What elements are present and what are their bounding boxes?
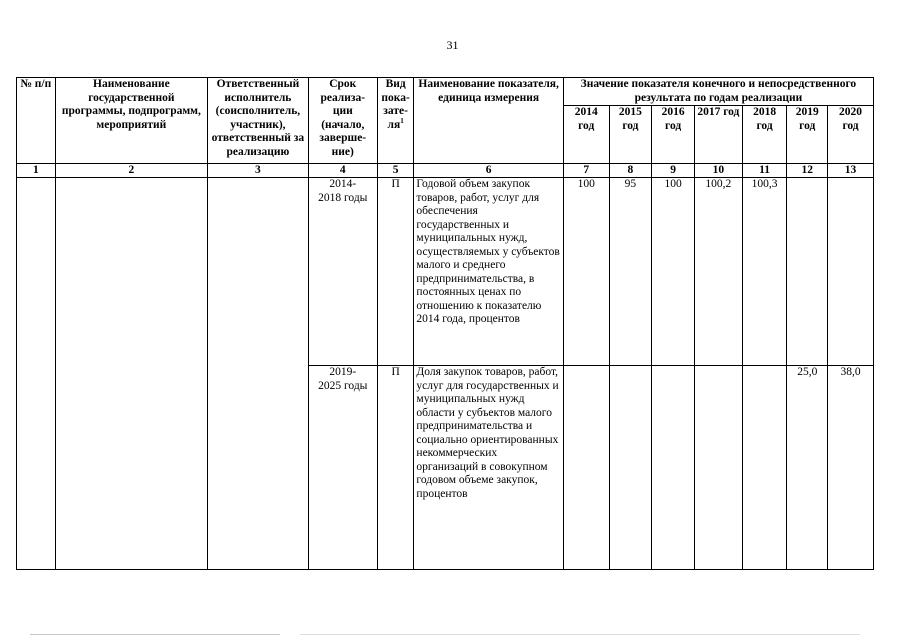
header-year-2019: 2019 год (787, 106, 828, 164)
cell-value-2020: 38,0 (828, 366, 874, 570)
cell-value-2018 (742, 366, 787, 570)
col-number: 8 (609, 164, 652, 178)
cell-term: 2014- 2018 годы (308, 178, 377, 366)
cell-value-2018: 100,3 (742, 178, 787, 366)
cell-value-2020 (828, 178, 874, 366)
cell-num (17, 178, 56, 570)
header-executor: Ответственный исполнитель (соисполнитель, участник), ответственный за реализацию (208, 78, 309, 164)
page-number: 31 (446, 38, 459, 52)
header-values-group: Значение показателя конечного и непосредственного результата по годам реализации (563, 78, 873, 106)
cell-indicator-name: Доля закупок товаров, работ, услуг для государственных и муниципальных нужд области у субъектов малого предпринимательства и социально ориентированных некоммерческих организаций в совокупном годовом объеме закупок, процентов (414, 366, 563, 570)
cell-value-2014 (563, 366, 609, 570)
footnote-mark: 1 (400, 116, 404, 125)
table-row (17, 178, 874, 366)
col-number: 2 (55, 164, 207, 178)
header-indicator-name: Наименование показателя, единица измерения (414, 78, 563, 164)
cell-value-2017: 100,2 (694, 178, 742, 366)
col-number: 4 (308, 164, 377, 178)
col-number: 5 (377, 164, 414, 178)
header-year-2015: 2015 год (609, 106, 652, 164)
col-number: 7 (563, 164, 609, 178)
col-number: 6 (414, 164, 563, 178)
col-number: 12 (787, 164, 828, 178)
cell-value-2016: 100 (652, 178, 695, 366)
cell-term: 2019- 2025 годы (308, 366, 377, 570)
cell-executor (208, 178, 309, 570)
header-num: № п/п (17, 78, 56, 164)
cell-value-2014: 100 (563, 178, 609, 366)
indicator-table (16, 77, 874, 570)
cell-value-2017 (694, 366, 742, 570)
col-number: 10 (694, 164, 742, 178)
cell-value-2015: 95 (609, 178, 652, 366)
col-number: 3 (208, 164, 309, 178)
header-year-2020: 2020 год (828, 106, 874, 164)
cell-value-2015 (609, 366, 652, 570)
header-indicator-type (377, 78, 414, 164)
header-year-2014: 2014 год (563, 106, 609, 164)
header-year-2016: 2016 год (652, 106, 695, 164)
col-number: 1 (17, 164, 56, 178)
cell-value-2019 (787, 178, 828, 366)
header-year-2018: 2018 год (742, 106, 787, 164)
scan-artifact-line (30, 634, 280, 635)
scan-artifact-line (300, 634, 860, 635)
col-number: 11 (742, 164, 787, 178)
cell-value-2019: 25,0 (787, 366, 828, 570)
cell-value-2016 (652, 366, 695, 570)
column-number-row (17, 164, 874, 178)
header-term: Срок реализа-ции (начало, заверше-ние) (308, 78, 377, 164)
cell-indicator-name: Годовой объем закупок товаров, работ, услуг для обеспечения государственных и муниципальных нужд, осуществляемых у субъектов малого и среднего предпринимательства, в постоянных ценах по отношению к показателю 2014 года, процентов (414, 178, 563, 366)
header-program-name: Наименование государственной программы, подпрограмм, мероприятий (55, 78, 207, 164)
cell-indicator-type: П (377, 366, 414, 570)
header-indicator-type-text: Вид пока-зате-ля (381, 78, 410, 131)
col-number: 9 (652, 164, 695, 178)
cell-indicator-type: П (377, 178, 414, 366)
header-row-1 (17, 78, 874, 106)
header-year-2017: 2017 год (694, 106, 742, 164)
cell-program (55, 178, 207, 570)
col-number: 13 (828, 164, 874, 178)
